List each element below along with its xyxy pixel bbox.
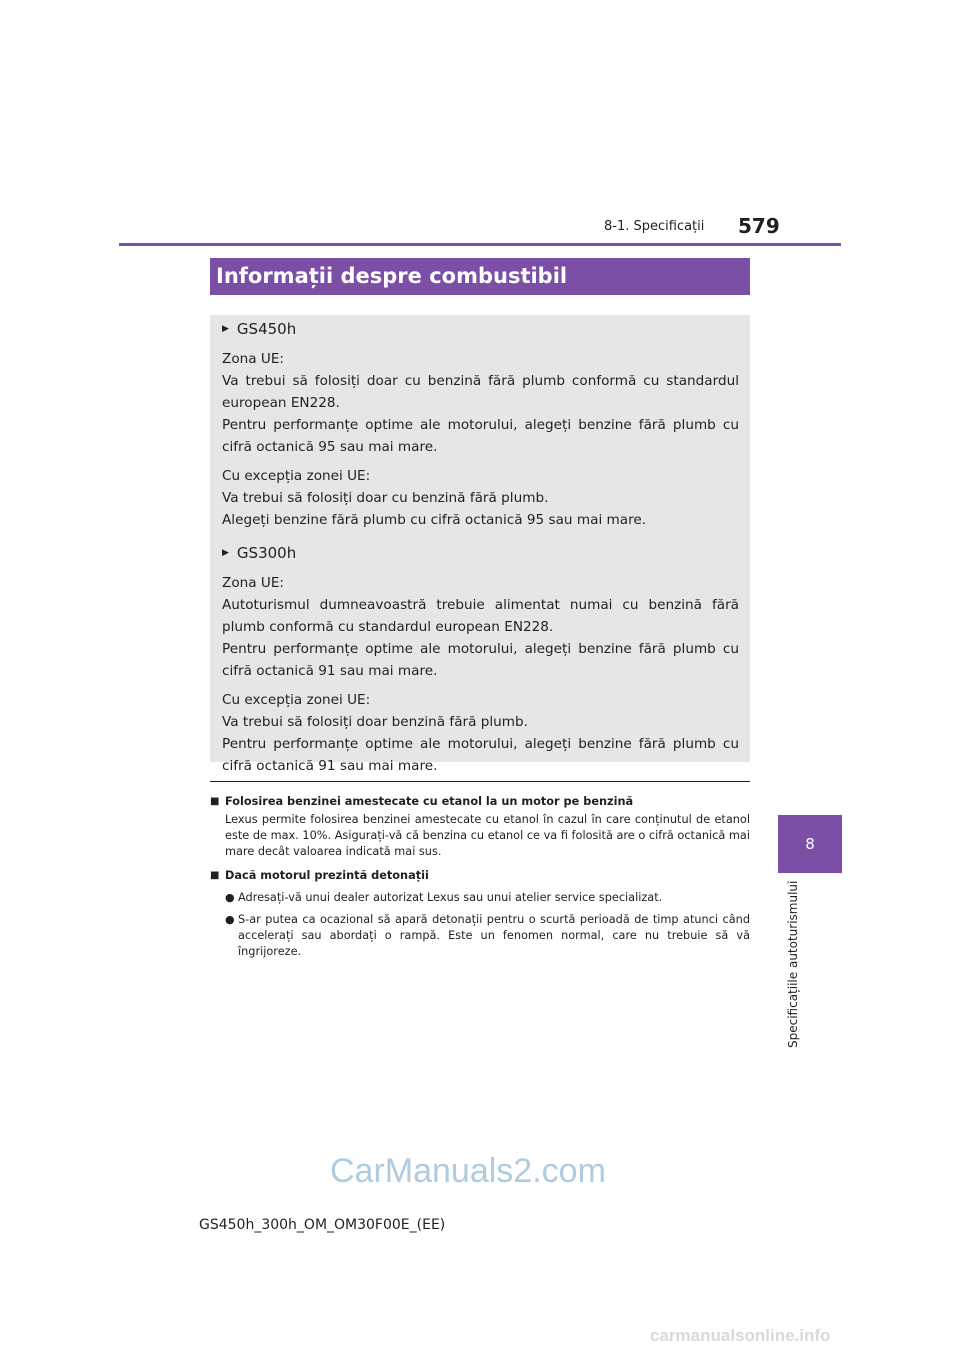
list-item: ● Adresați-vă unui dealer autorizat Lexus sau unui atelier service specializat. (225, 891, 663, 904)
zone-text: Pentru performanțe optime ale motorului, alegeți benzine fără plumb cu cifră octanică 95 sau mai mare. (222, 417, 739, 455)
non-eu-zone-block (222, 689, 739, 777)
model-name: GS300h (236, 544, 297, 562)
running-head: 8-1. Specificații (604, 219, 705, 234)
zone-label: Zona UE: (222, 351, 285, 367)
header-rule (119, 243, 841, 246)
page-number: 579 (738, 214, 780, 238)
non-eu-zone-block (222, 465, 739, 531)
section-title: Informații despre combustibil (210, 258, 750, 295)
zone-text: Alegeți benzine fără plumb cu cifră octanică 95 sau mai mare. (222, 512, 647, 528)
arrow-right-icon: ▶ (222, 548, 229, 558)
zone-text: Va trebui să folosiți doar cu benzină fără plumb. (222, 490, 549, 506)
chapter-tab (778, 815, 842, 873)
zone-text: Pentru performanțe optime ale motorului, alegeți benzine fără plumb cu cifră octanică 91 sau mai mare. (222, 736, 739, 774)
eu-zone-block (222, 572, 739, 682)
notes-divider (210, 781, 750, 782)
zone-text: Autoturismul dumneavoastră trebuie alimentat numai cu benzină fără plumb conformă cu standardul european EN228. (222, 597, 739, 635)
list-item: ● S-ar putea ca ocazional să apară detonații pentru o scurtă perioadă de timp atunci când accelerați sau abordați o rampă. Este un fenomen normal, care nu trebuie să vă îngrijoreze. (225, 913, 750, 958)
notes-section (210, 794, 750, 960)
note-heading-knock: ■ Dacă motorul prezintă detonații (210, 869, 429, 882)
square-bullet-icon: ■ (210, 796, 220, 807)
model-heading-gs450h (222, 317, 739, 341)
zone-label: Cu excepția zonei UE: (222, 468, 371, 484)
chapter-number: 8 (805, 835, 815, 853)
corner-watermark: carmanualsonline.info (650, 1326, 831, 1345)
note-heading-ethanol: ■ Folosirea benzinei amestecate cu etanol la un motor pe benzină (210, 795, 634, 808)
note-body-ethanol: Lexus permite folosirea benzinei amestecate cu etanol în cazul în care conținutul de etanol este de max. 10%. Asigurați-vă că benzina cu etanol ce va fi folosită are o cifră octanică mai mare decât valoarea indicată mai sus. (225, 813, 750, 858)
square-bullet-icon: ■ (210, 870, 220, 881)
zone-text: Pentru performanțe optime ale motorului, alegeți benzine fără plumb cu cifră octanică 91 sau mai mare. (222, 641, 739, 679)
zone-text: Va trebui să folosiți doar cu benzină fără plumb conformă cu standardul european EN228. (222, 373, 739, 411)
circle-bullet-icon: ● (225, 891, 235, 904)
eu-zone-block (222, 348, 739, 458)
arrow-right-icon: ▶ (222, 324, 229, 334)
model-heading-gs300h (222, 541, 739, 565)
zone-text: Va trebui să folosiți doar benzină fără plumb. (222, 714, 528, 730)
zone-label: Zona UE: (222, 575, 285, 591)
watermark: CarManuals2.com (330, 1152, 606, 1190)
document-code: GS450h_300h_OM_OM30F00E_(EE) (199, 1217, 446, 1233)
zone-label: Cu excepția zonei UE: (222, 692, 371, 708)
model-name: GS450h (236, 320, 297, 338)
fuel-info-box (210, 315, 750, 774)
circle-bullet-icon: ● (225, 913, 235, 926)
